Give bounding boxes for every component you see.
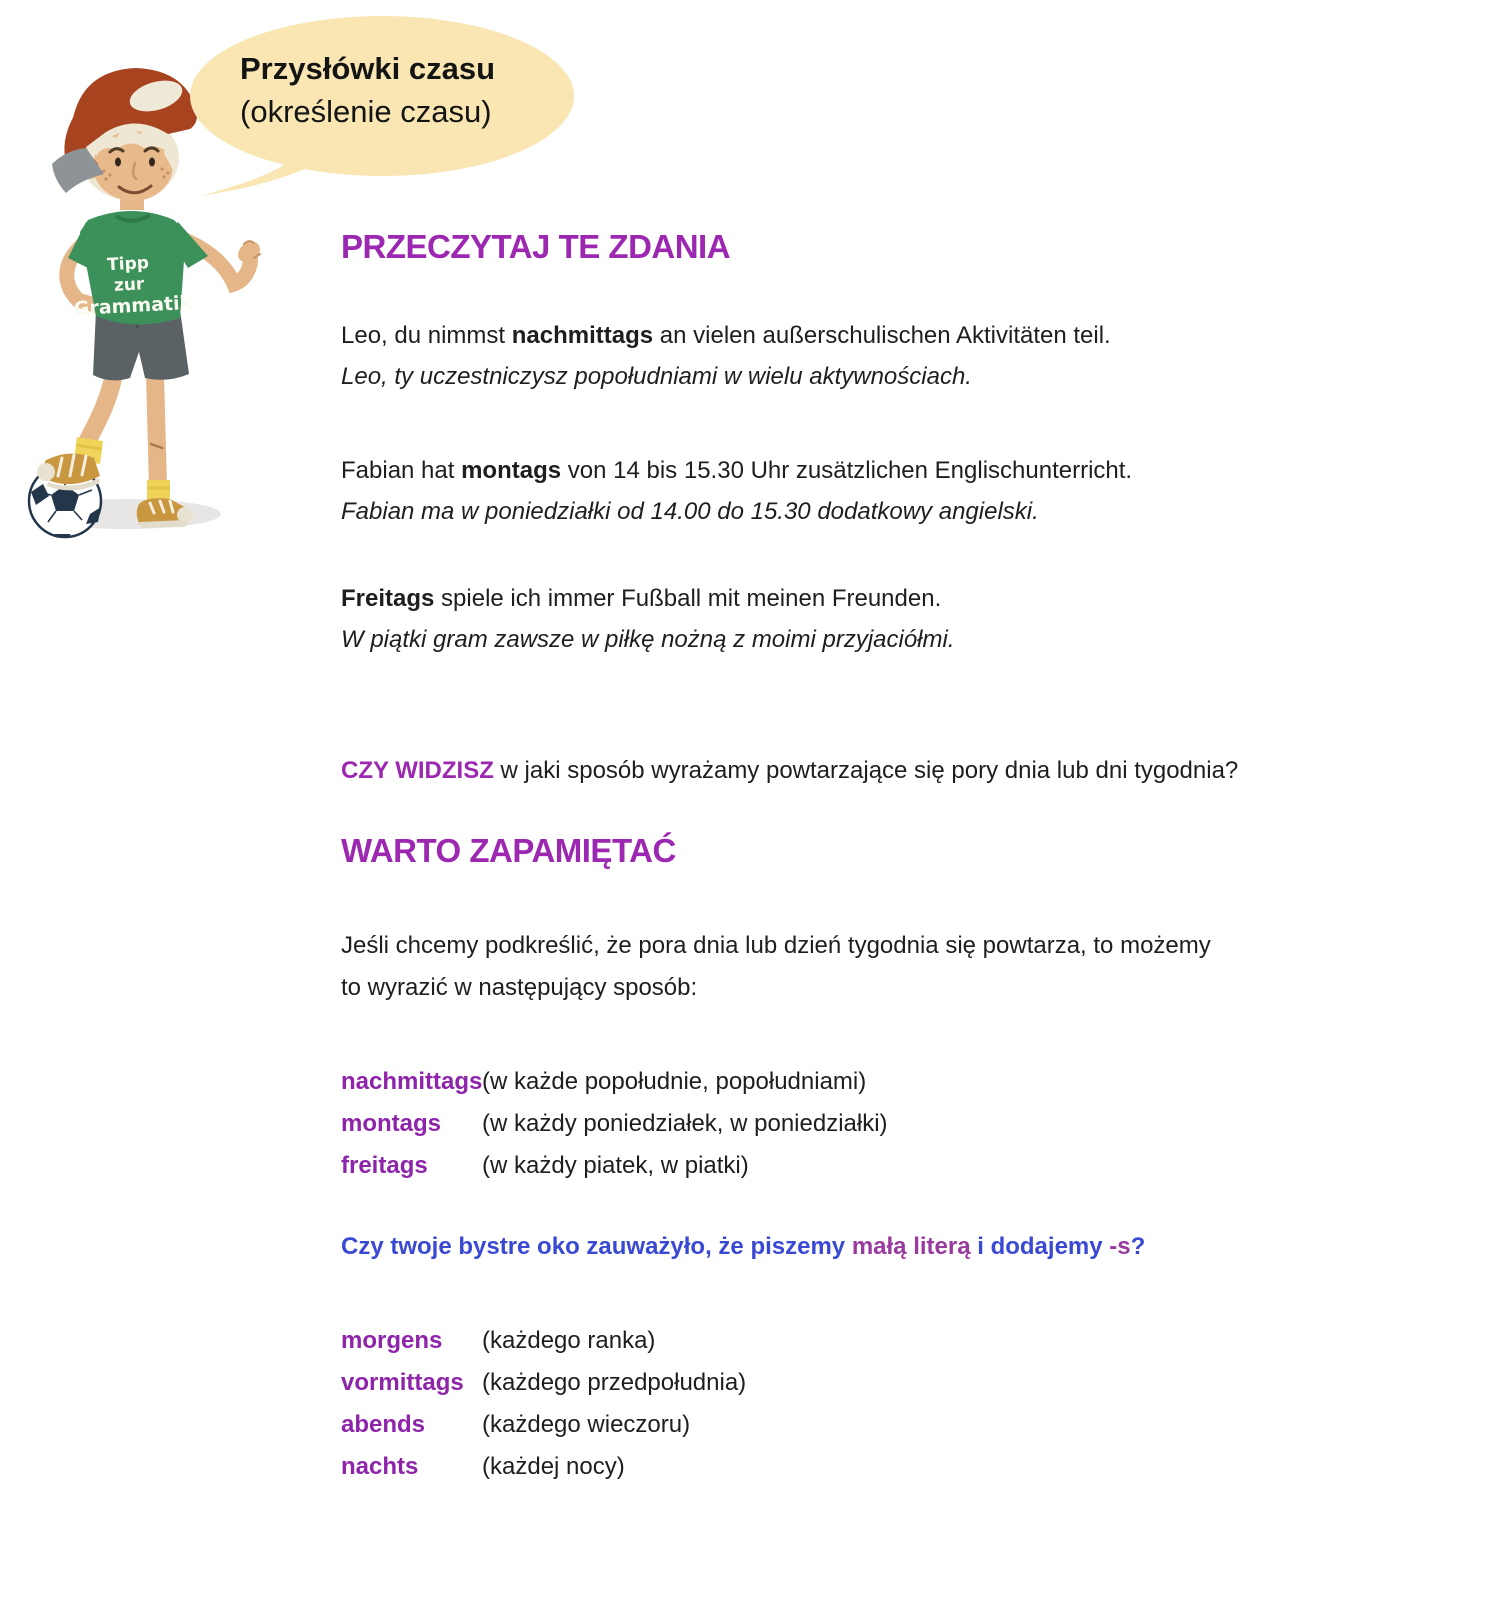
list-item	[341, 1446, 746, 1488]
speech-bubble-text	[240, 47, 495, 133]
list-item	[341, 1320, 746, 1362]
czy-widzisz-rest: w jaki sposób wyrażamy powtarzające się pory dnia lub dni tygodnia?	[493, 757, 1239, 784]
paragraph-line: Jeśli chcemy podkreślić, że pora dnia lub dzień tygodnia się powtarza, to możemy	[341, 932, 1211, 959]
adverb-definition: (każdego przedpołudnia)	[482, 1369, 747, 1396]
czy-widzisz-line	[341, 757, 1238, 785]
adverb-term: nachmittags	[341, 1068, 483, 1095]
mascot-shirt	[68, 211, 208, 325]
polish-translation: Fabian ma w poniedziałki od 14.00 do 15.30 dodatkowy angielski.	[341, 498, 1039, 525]
list-item	[341, 1145, 888, 1187]
adverb-term: nachts	[341, 1453, 419, 1480]
adverb-definition: (każdej nocy)	[482, 1453, 625, 1480]
german-sentence: Freitags spiele ich immer Fußball mit meinen Freunden.	[341, 585, 942, 612]
section-heading-warto: WARTO ZAPAMIĘTAĆ	[341, 832, 676, 869]
adverb-term: freitags	[341, 1152, 428, 1179]
shirt-text: Tipp zur Grammatik	[73, 253, 193, 321]
adverb-definition: (każdego ranka)	[482, 1327, 656, 1354]
highlighted-adverb: nachmittags	[511, 322, 654, 349]
bubble-subtitle: (określenie czasu)	[240, 94, 492, 129]
adverb-definition: (w każdy poniedziałek, w poniedziałki)	[482, 1110, 888, 1137]
adverb-list-2	[341, 1320, 746, 1488]
example-pair-1	[341, 315, 1111, 397]
list-item	[341, 1362, 746, 1404]
adverb-term: vormittags	[341, 1369, 464, 1396]
polish-translation: Leo, ty uczestniczysz popołudniami w wielu aktywnościach.	[341, 363, 972, 390]
paragraph-line: to wyrazić w następujący sposób:	[341, 974, 698, 1001]
mascot-head	[52, 68, 197, 201]
example-pair-2	[341, 450, 1132, 532]
example-pair-3	[341, 578, 955, 660]
adverb-definition: (w każdy piatek, w piatki)	[482, 1152, 749, 1179]
czy-widzisz-lead: CZY WIDZISZ	[341, 757, 494, 784]
adverb-term: morgens	[341, 1327, 443, 1354]
polish-translation: W piątki gram zawsze w piłkę nożną z moimi przyjaciółmi.	[341, 626, 955, 653]
adverb-term: abends	[341, 1411, 426, 1438]
adverb-list-1	[341, 1061, 888, 1187]
adverb-definition: (każdego wieczoru)	[482, 1411, 691, 1438]
bubble-title: Przysłówki czasu	[240, 51, 496, 86]
list-item	[341, 1103, 888, 1145]
list-item	[341, 1404, 746, 1446]
adverb-term: montags	[341, 1110, 442, 1137]
list-item	[341, 1061, 888, 1103]
highlighted-adverb: Freitags	[341, 585, 435, 612]
explanation-paragraph	[341, 925, 1211, 1009]
section-heading-przeczytaj: PRZECZYTAJ TE ZDANIA	[341, 228, 731, 265]
adverb-definition: (w każde popołudnie, popołudniami)	[482, 1068, 867, 1095]
observation-question: Czy twoje bystre oko zauważyło, że piszemy małą literą i dodajemy -s?	[341, 1233, 1146, 1260]
german-sentence: Fabian hat montags von 14 bis 15.30 Uhr zusätzlichen Englischunterricht.	[341, 457, 1133, 484]
highlighted-adverb: montags	[461, 457, 562, 484]
german-sentence: Leo, du nimmst nachmittags an vielen außerschulischen Aktivitäten teil.	[341, 322, 1111, 349]
